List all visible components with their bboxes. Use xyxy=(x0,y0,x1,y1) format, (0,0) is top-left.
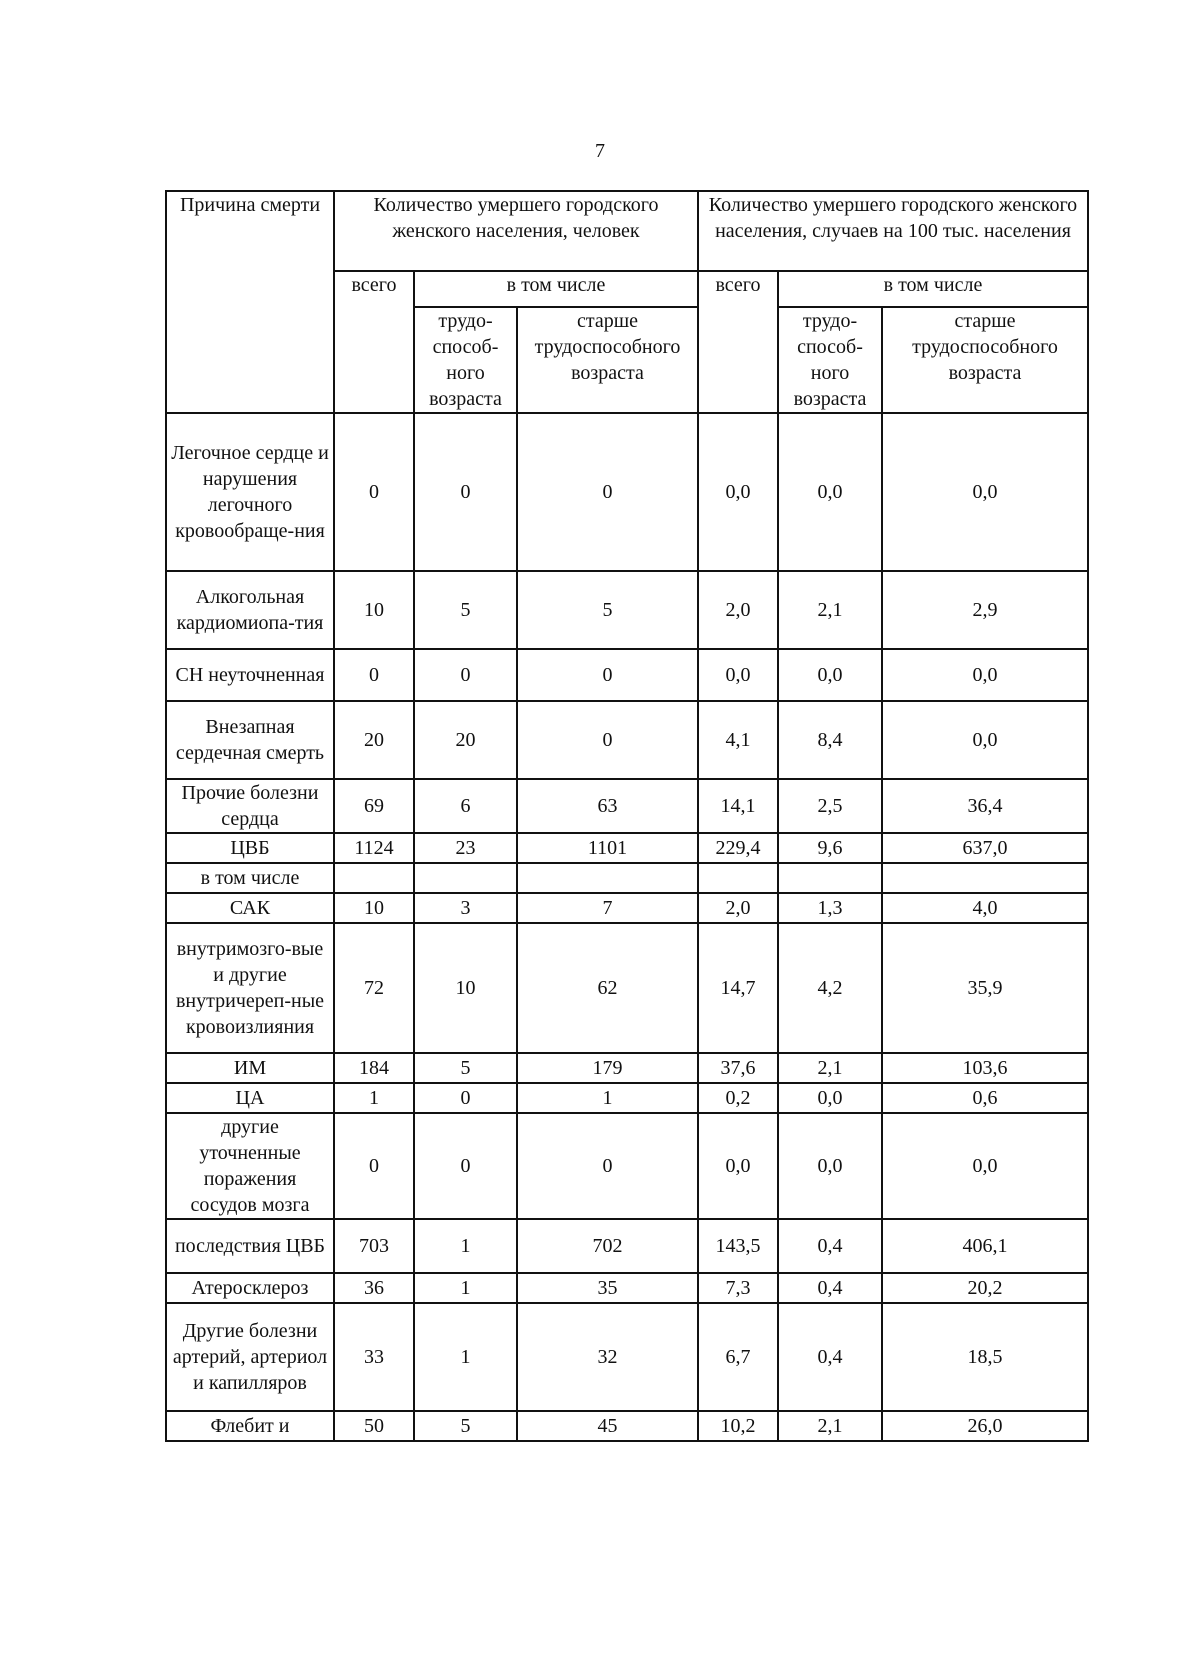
value-cell: 14,1 xyxy=(698,779,778,833)
value-cell: 0 xyxy=(414,1113,517,1219)
table-body xyxy=(166,413,1088,1441)
value-cell: 2,1 xyxy=(778,1053,882,1083)
table-row xyxy=(166,413,1088,571)
cause-cell: в том числе xyxy=(166,863,334,893)
value-cell: 0 xyxy=(334,649,414,701)
cause-cell: САК xyxy=(166,893,334,923)
header-count-including: в том числе xyxy=(414,271,698,307)
value-cell: 2,0 xyxy=(698,893,778,923)
value-cell: 20 xyxy=(334,701,414,779)
value-cell: 62 xyxy=(517,923,698,1053)
value-cell: 18,5 xyxy=(882,1303,1088,1411)
value-cell: 5 xyxy=(414,1053,517,1083)
value-cell: 26,0 xyxy=(882,1411,1088,1441)
table-row xyxy=(166,1411,1088,1441)
value-cell: 0,0 xyxy=(882,413,1088,571)
value-cell: 0,0 xyxy=(882,1113,1088,1219)
value-cell: 63 xyxy=(517,779,698,833)
value-cell: 0,0 xyxy=(882,649,1088,701)
table-row xyxy=(166,1053,1088,1083)
value-cell: 7 xyxy=(517,893,698,923)
value-cell: 143,5 xyxy=(698,1219,778,1273)
page-number: 7 xyxy=(595,140,605,162)
value-cell xyxy=(882,863,1088,893)
value-cell: 0,0 xyxy=(778,413,882,571)
value-cell: 103,6 xyxy=(882,1053,1088,1083)
value-cell: 5 xyxy=(414,1411,517,1441)
value-cell: 1 xyxy=(414,1273,517,1303)
value-cell: 0,0 xyxy=(698,1113,778,1219)
value-cell: 69 xyxy=(334,779,414,833)
value-cell: 184 xyxy=(334,1053,414,1083)
value-cell: 0 xyxy=(414,413,517,571)
value-cell: 4,1 xyxy=(698,701,778,779)
header-rate-including: в том числе xyxy=(778,271,1088,307)
table-row xyxy=(166,1303,1088,1411)
value-cell: 1,3 xyxy=(778,893,882,923)
value-cell: 36 xyxy=(334,1273,414,1303)
cause-cell: Флебит и xyxy=(166,1411,334,1441)
value-cell: 20 xyxy=(414,701,517,779)
cause-cell: другие уточненные поражения сосудов мозга xyxy=(166,1113,334,1219)
table-row xyxy=(166,863,1088,893)
table-row xyxy=(166,1219,1088,1273)
value-cell: 35 xyxy=(517,1273,698,1303)
value-cell: 5 xyxy=(517,571,698,649)
value-cell: 20,2 xyxy=(882,1273,1088,1303)
table-row xyxy=(166,571,1088,649)
value-cell: 0 xyxy=(517,701,698,779)
value-cell: 1 xyxy=(414,1303,517,1411)
value-cell: 0 xyxy=(517,649,698,701)
header-rate-group: Количество умершего городского женского населения, случаев на 100 тыс. населения xyxy=(698,191,1088,271)
header-count-working-age: трудо-способ-ного возраста xyxy=(414,307,517,413)
value-cell xyxy=(778,863,882,893)
value-cell: 0,6 xyxy=(882,1083,1088,1113)
cause-cell: СН неуточненная xyxy=(166,649,334,701)
header-rate-older-age: старше трудоспособного возраста xyxy=(882,307,1088,413)
table-row xyxy=(166,893,1088,923)
value-cell: 0,2 xyxy=(698,1083,778,1113)
cause-cell: ИМ xyxy=(166,1053,334,1083)
value-cell: 23 xyxy=(414,833,517,863)
value-cell: 0 xyxy=(414,1083,517,1113)
value-cell: 2,1 xyxy=(778,1411,882,1441)
value-cell: 406,1 xyxy=(882,1219,1088,1273)
value-cell: 3 xyxy=(414,893,517,923)
value-cell xyxy=(414,863,517,893)
value-cell: 0,0 xyxy=(778,649,882,701)
value-cell: 5 xyxy=(414,571,517,649)
value-cell: 45 xyxy=(517,1411,698,1441)
value-cell: 229,4 xyxy=(698,833,778,863)
value-cell: 2,0 xyxy=(698,571,778,649)
mortality-table xyxy=(165,190,1089,1442)
value-cell: 0,0 xyxy=(698,649,778,701)
value-cell: 637,0 xyxy=(882,833,1088,863)
value-cell: 703 xyxy=(334,1219,414,1273)
value-cell: 50 xyxy=(334,1411,414,1441)
cause-cell: Прочие болезни сердца xyxy=(166,779,334,833)
table-row xyxy=(166,1273,1088,1303)
value-cell: 9,6 xyxy=(778,833,882,863)
value-cell: 2,9 xyxy=(882,571,1088,649)
table-row xyxy=(166,779,1088,833)
value-cell: 179 xyxy=(517,1053,698,1083)
value-cell: 0 xyxy=(517,1113,698,1219)
value-cell: 1124 xyxy=(334,833,414,863)
cause-cell: Атеросклероз xyxy=(166,1273,334,1303)
header-cause: Причина смерти xyxy=(166,191,334,413)
value-cell: 10 xyxy=(334,571,414,649)
header-rate-working-age: трудо-способ-ного возраста xyxy=(778,307,882,413)
value-cell: 37,6 xyxy=(698,1053,778,1083)
header-count-group: Количество умершего городского женского населения, человек xyxy=(334,191,698,271)
value-cell: 0 xyxy=(414,649,517,701)
value-cell: 33 xyxy=(334,1303,414,1411)
value-cell: 0 xyxy=(334,1113,414,1219)
cause-cell: Внезапная сердечная смерть xyxy=(166,701,334,779)
table-row xyxy=(166,1083,1088,1113)
value-cell: 0,0 xyxy=(778,1113,882,1219)
value-cell: 0,4 xyxy=(778,1303,882,1411)
value-cell: 6,7 xyxy=(698,1303,778,1411)
value-cell: 72 xyxy=(334,923,414,1053)
value-cell: 0,4 xyxy=(778,1273,882,1303)
value-cell: 702 xyxy=(517,1219,698,1273)
cause-cell: последствия ЦВБ xyxy=(166,1219,334,1273)
table-row xyxy=(166,1113,1088,1219)
cause-cell: Легочное сердце и нарушения легочного кровообраще-ния xyxy=(166,413,334,571)
value-cell: 1 xyxy=(414,1219,517,1273)
value-cell: 0,0 xyxy=(778,1083,882,1113)
value-cell: 10 xyxy=(334,893,414,923)
value-cell: 4,0 xyxy=(882,893,1088,923)
cause-cell: внутримозго-вые и другие внутричереп-ные кровоизлияния xyxy=(166,923,334,1053)
table-row xyxy=(166,649,1088,701)
value-cell: 10,2 xyxy=(698,1411,778,1441)
value-cell xyxy=(334,863,414,893)
cause-cell: ЦА xyxy=(166,1083,334,1113)
header-count-total: всего xyxy=(334,271,414,413)
cause-cell: Алкогольная кардиомиопа-тия xyxy=(166,571,334,649)
value-cell: 36,4 xyxy=(882,779,1088,833)
table-row xyxy=(166,833,1088,863)
table-row xyxy=(166,923,1088,1053)
value-cell: 32 xyxy=(517,1303,698,1411)
header-rate-total: всего xyxy=(698,271,778,413)
value-cell: 10 xyxy=(414,923,517,1053)
value-cell: 1101 xyxy=(517,833,698,863)
value-cell: 0,0 xyxy=(698,413,778,571)
value-cell: 0 xyxy=(517,413,698,571)
table-row xyxy=(166,701,1088,779)
cause-cell: Другие болезни артерий, артериол и капилляров xyxy=(166,1303,334,1411)
value-cell: 2,1 xyxy=(778,571,882,649)
value-cell: 14,7 xyxy=(698,923,778,1053)
value-cell: 1 xyxy=(517,1083,698,1113)
value-cell: 0,4 xyxy=(778,1219,882,1273)
value-cell xyxy=(698,863,778,893)
value-cell: 8,4 xyxy=(778,701,882,779)
value-cell: 35,9 xyxy=(882,923,1088,1053)
header-count-older-age: старше трудоспособного возраста xyxy=(517,307,698,413)
value-cell xyxy=(517,863,698,893)
value-cell: 0,0 xyxy=(882,701,1088,779)
value-cell: 1 xyxy=(334,1083,414,1113)
cause-cell: ЦВБ xyxy=(166,833,334,863)
value-cell: 2,5 xyxy=(778,779,882,833)
value-cell: 4,2 xyxy=(778,923,882,1053)
value-cell: 7,3 xyxy=(698,1273,778,1303)
value-cell: 6 xyxy=(414,779,517,833)
value-cell: 0 xyxy=(334,413,414,571)
